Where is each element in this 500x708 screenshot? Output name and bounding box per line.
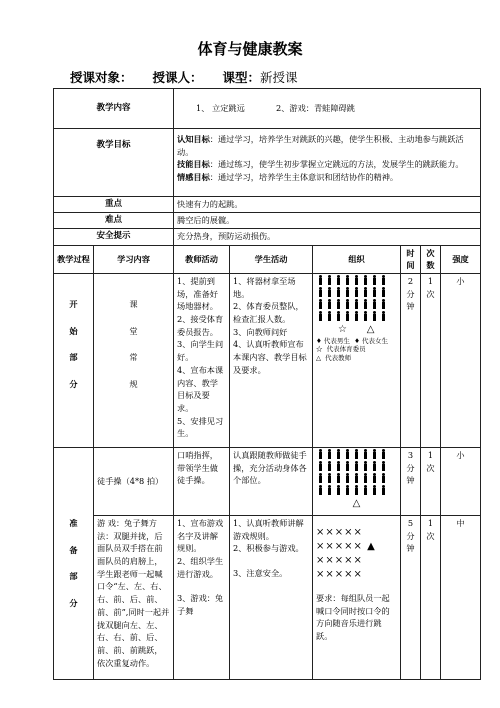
goals-row — [54, 129, 481, 197]
warmup-count: 1次 — [421, 447, 441, 515]
header-org: 组织 — [313, 245, 401, 273]
student-icon — [353, 311, 360, 321]
warmup-content: 徒手操（4*8 拍） — [94, 447, 174, 515]
student-icon — [326, 485, 333, 495]
start-intensity: 小 — [441, 273, 481, 447]
student-icon — [353, 275, 360, 285]
start-content-char: 课 — [129, 298, 138, 309]
start-label-char: 始 — [69, 325, 78, 336]
start-teacher-step: 2、接受体育委员报告。 — [177, 314, 224, 337]
game-content: 游 戏：兔子舞方法：双腿并拢，后面队员双手搭在前面队员的肩膀上，学生跟老师一起喊口令“左、左、右、右、前、后、前、前、前”,同时一起并拢双腿向左、左、右、右、前、后、前、前、前跳跃，依次重复动作。 — [94, 515, 174, 679]
game-formation — [313, 515, 401, 679]
student-icon — [317, 461, 324, 471]
student-icon — [317, 449, 324, 459]
student-icon — [353, 449, 360, 459]
keypoint-row — [54, 197, 481, 213]
student-icon — [353, 299, 360, 309]
goal-cognitive-label: 认知目标 — [177, 134, 210, 144]
difficulty-value: 腾空后的展髋。 — [174, 213, 481, 229]
student-icon — [353, 461, 360, 471]
student-icon — [353, 485, 360, 495]
goals-value — [174, 129, 481, 197]
formation-row — [316, 275, 397, 287]
game-count: 1次 — [421, 515, 441, 679]
safety-value: 充分热身，预防运动损伤。 — [174, 229, 481, 245]
lesson-table — [53, 88, 481, 680]
lesson-subheader — [70, 68, 314, 86]
header-time: 时间 — [401, 245, 421, 273]
goal-emotion — [177, 171, 477, 184]
content-item-1: 1、 立定跳远 — [196, 103, 245, 114]
student-icon — [344, 473, 351, 483]
teacher-triangle-icon: △ — [352, 497, 361, 509]
header-content: 学习内容 — [94, 245, 174, 273]
student-icon — [344, 287, 351, 297]
start-label-char: 部 — [69, 352, 78, 363]
student-icon — [380, 473, 387, 483]
start-time: 2分钟 — [401, 273, 421, 447]
start-section-content — [94, 273, 174, 447]
student-icon — [362, 287, 369, 297]
header-student: 学生活动 — [230, 245, 313, 273]
start-teacher-step: 4、宣布本课内容、教学目标及要求。 — [177, 364, 224, 413]
game-student-step: 3、注意安全。 — [233, 568, 288, 579]
goals-label: 教学目标 — [54, 129, 174, 197]
prep-label-char: 部 — [69, 571, 78, 582]
student-icon — [326, 275, 333, 285]
goal-emotion-label: 情感目标 — [177, 172, 210, 183]
warmup-student: 认真跟随教师做徒手操，充分活动身体各个部位。 — [230, 447, 313, 515]
goal-emotion-text: ：通过学习，培养学生主体意识和团结协作的精神。 — [209, 172, 399, 183]
teacher-label: 授课人： — [152, 70, 203, 85]
student-icon — [317, 485, 324, 495]
student-icon — [317, 473, 324, 483]
student-icon — [362, 461, 369, 471]
goal-cognitive — [177, 133, 477, 158]
formation-row — [316, 299, 397, 311]
student-icon — [335, 299, 342, 309]
student-icon — [335, 461, 342, 471]
type-value: 新授课 — [260, 70, 298, 85]
legend-boy-text: 代表男生 — [323, 336, 350, 345]
content-value — [174, 89, 481, 129]
formation-x-row: ××××× — [316, 554, 363, 566]
safety-label: 安全提示 — [54, 229, 174, 245]
student-icon — [371, 275, 378, 285]
start-teacher-step: 5、安排见习生。 — [177, 415, 224, 439]
student-icon — [344, 449, 351, 459]
formation-row — [316, 461, 397, 473]
student-icon — [335, 287, 342, 297]
content-item-2: 2、游戏：青蛙障碍跳 — [275, 103, 355, 114]
page-title: 体育与健康教案 — [197, 40, 303, 58]
teach-object-label: 授课对象： — [70, 70, 133, 85]
goal-skill-text: ：通过练习，使学生初步掌握立定跳远的方法，发展学生的跳跃能力。 — [209, 159, 464, 170]
goal-cognitive-text: ：通过学习，培养学生对跳跃的兴趣，使学生积极、主动地参与跳跃活动。 — [177, 134, 464, 157]
student-icon — [326, 311, 333, 321]
student-icon — [326, 287, 333, 297]
header-intensity: 强度 — [441, 245, 481, 273]
start-section-row — [54, 273, 481, 447]
student-icon — [371, 311, 378, 321]
student-icon — [362, 311, 369, 321]
formation-row — [316, 485, 397, 497]
start-teacher-step: 1、提前到场，准备好场地器材。 — [177, 275, 218, 312]
legend-committee — [316, 345, 397, 353]
student-icon — [380, 299, 387, 309]
difficulty-label: 难点 — [54, 213, 174, 229]
formation-leaders — [316, 323, 397, 337]
student-icon — [335, 311, 342, 321]
student-icon — [371, 461, 378, 471]
warmup-intensity: 小 — [441, 447, 481, 515]
student-icon — [326, 461, 333, 471]
game-teacher-step: 2、组织学生进行游戏。 — [177, 556, 224, 579]
start-label-char: 开 — [69, 298, 78, 309]
student-icon — [335, 449, 342, 459]
committee-legend-icon: ☆ — [316, 345, 323, 354]
prep-label-char: 准 — [69, 518, 78, 529]
student-icon — [317, 287, 324, 297]
goal-skill — [177, 158, 477, 171]
start-label-char: 分 — [69, 379, 78, 390]
header-process: 教学过程 — [54, 245, 94, 273]
keypoint-label: 重点 — [54, 197, 174, 213]
student-icon — [371, 485, 378, 495]
student-icon — [353, 287, 360, 297]
teacher-triangle-icon: △ — [366, 323, 375, 335]
start-section-label — [54, 273, 94, 447]
student-icon — [380, 449, 387, 459]
student-icon — [362, 485, 369, 495]
game-student-activity — [230, 515, 313, 679]
keypoint-value: 快速有力的起跳。 — [174, 197, 481, 213]
student-icon — [326, 473, 333, 483]
student-icon — [326, 299, 333, 309]
start-student-step: 4、认真听教师宣布本课内容、教学目标及要求。 — [233, 339, 307, 375]
teacher-legend-icon: △ — [316, 353, 322, 362]
prep-section-label — [54, 447, 94, 679]
start-teacher-step: 3、向学生问好。 — [177, 339, 224, 363]
formation-row — [316, 473, 397, 485]
student-icon — [362, 299, 369, 309]
student-icon — [380, 275, 387, 285]
student-icon — [326, 449, 333, 459]
formation-row — [316, 287, 397, 299]
warmup-row — [54, 447, 481, 515]
legend-committee-text: 代表体育委员 — [326, 345, 366, 354]
boy-icon: ♦ — [316, 336, 322, 345]
start-student-step: 2、体育委员整队，检查汇报人数。 — [233, 301, 304, 325]
game-student-step: 1、认真听教师讲解游戏规则。 — [233, 517, 304, 541]
start-student-activity — [230, 273, 313, 447]
student-icon — [362, 449, 369, 459]
start-teacher-activity — [174, 273, 230, 447]
student-icon — [344, 299, 351, 309]
start-formation — [313, 273, 401, 447]
formation-row — [316, 311, 397, 323]
start-content-char: 堂 — [129, 325, 138, 336]
committee-star-icon: ☆ — [338, 323, 347, 335]
prep-label-char: 备 — [69, 544, 78, 555]
start-content-char: 规 — [129, 379, 138, 390]
student-icon — [380, 287, 387, 297]
game-teacher-activity — [174, 515, 230, 679]
student-icon — [335, 485, 342, 495]
student-icon — [380, 485, 387, 495]
game-row — [54, 515, 481, 679]
student-icon — [371, 473, 378, 483]
formation-x-row-with-teacher — [316, 540, 397, 554]
student-icon — [362, 275, 369, 285]
student-icon — [344, 461, 351, 471]
student-icon — [317, 275, 324, 285]
student-icon — [371, 287, 378, 297]
teacher-filled-triangle-icon: ▲ — [367, 540, 376, 552]
student-icon — [344, 485, 351, 495]
student-icon — [335, 473, 342, 483]
game-time: 5分钟 — [401, 515, 421, 679]
warmup-formation — [313, 447, 401, 515]
legend-teacher — [316, 354, 397, 362]
student-icon — [317, 311, 324, 321]
column-header-row — [54, 245, 481, 273]
goal-skill-label: 技能目标 — [177, 159, 210, 170]
warmup-time: 3分钟 — [401, 447, 421, 515]
student-icon — [380, 461, 387, 471]
game-intensity: 中 — [441, 515, 481, 679]
content-label: 教学内容 — [54, 89, 174, 129]
student-icon — [371, 299, 378, 309]
header-count: 次数 — [421, 245, 441, 273]
legend-teacher-text: 代表教师 — [325, 353, 352, 362]
prep-label-char: 分 — [69, 598, 78, 609]
start-student-step: 3、向教师问好 — [233, 326, 288, 337]
student-icon — [344, 275, 351, 285]
safety-row — [54, 229, 481, 245]
game-teacher-step: 3、游戏：兔子舞 — [177, 593, 224, 617]
student-icon — [335, 275, 342, 285]
student-icon — [380, 311, 387, 321]
formation-x-row: ××××× — [316, 526, 363, 538]
formation-row — [316, 449, 397, 461]
start-count: 1次 — [421, 273, 441, 447]
header-teacher: 教师活动 — [174, 245, 230, 273]
type-label: 课型： — [222, 70, 261, 85]
game-student-step: 2、积极参与游戏。 — [233, 543, 304, 554]
difficulty-row — [54, 213, 481, 229]
game-requirement: 要求：每组队员一起喊口令同时按口令的方向随音乐进行跳跃。 — [316, 592, 390, 642]
student-icon — [317, 299, 324, 309]
game-teacher-step: 1、宣布游戏名字及讲解规则。 — [177, 517, 224, 554]
student-icon — [344, 311, 351, 321]
formation-x-row-text: ××××× — [316, 540, 363, 552]
legend-girl-text: 代表女生 — [361, 336, 388, 345]
girl-icon: ♦ — [354, 336, 360, 345]
content-row — [54, 89, 481, 129]
start-content-char: 常 — [129, 352, 138, 363]
formation-x-row: ××××× — [316, 568, 363, 580]
start-student-step: 1、将器材拿至场地。 — [233, 275, 296, 299]
warmup-teacher: 口哨指挥，带领学生做徒手操。 — [174, 447, 230, 515]
student-icon — [362, 473, 369, 483]
student-icon — [353, 473, 360, 483]
student-icon — [371, 449, 378, 459]
